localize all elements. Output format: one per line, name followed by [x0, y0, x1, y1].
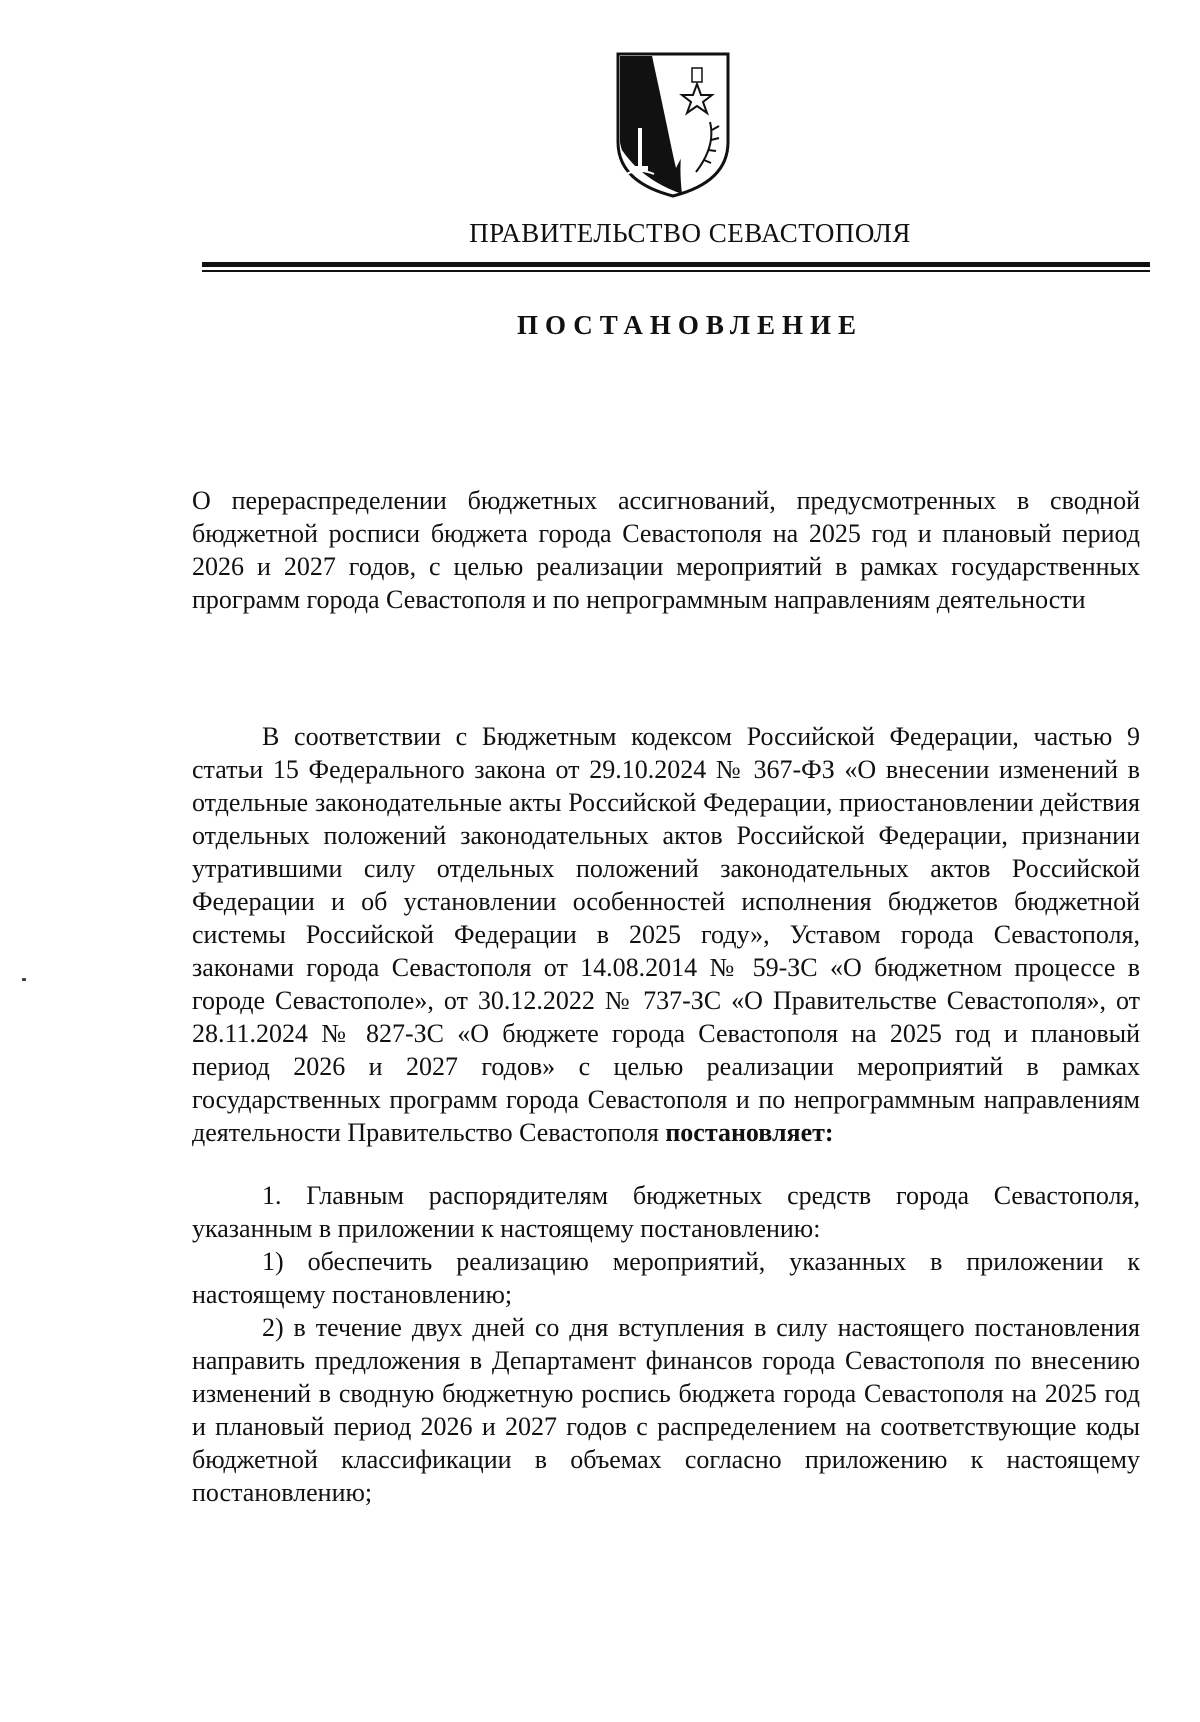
- clause-1: 1. Главным распорядителям бюджетных средств города Севастополя, указанным в приложении к настоящему постановлению:: [192, 1181, 1140, 1243]
- government-name: ПРАВИТЕЛЬСТВО СЕВАСТОПОЛЯ: [469, 218, 911, 248]
- preamble-paragraph: [192, 720, 1140, 1149]
- resolves-word: постановляет:: [665, 1118, 834, 1147]
- sevastopol-coat-of-arms-icon: [612, 50, 734, 200]
- clause-1-1: 1) обеспечить реализацию мероприятий, указанных в приложении к настоящему постановлению;: [192, 1247, 1140, 1309]
- clause-1-2: 2) в течение двух дней со дня вступления в силу настоящего постановления направить предложения в Департамент финансов города Севастополя по внесению изменений в сводную бюджетную роспись бюджета города Севастополя на 2025 год и плановый период 2026 и 2027 годов с распределением на соответствующие коды бюджетной классификации в объемах согласно приложению к настоящему постановлению;: [192, 1313, 1140, 1507]
- resolution-body: [192, 720, 1140, 1509]
- preamble-text: В соответствии с Бюджетным кодексом Российской Федерации, частью 9 статьи 15 Федерального закона от 29.10.2024 № 367-ФЗ «О внесении изменений в отдельные законодательные акты Российской Федерации, приостановлении действия отдельных положений законодательных актов Российской Федерации, признании утратившими силу отдельных положений законодательных актов Российской Федерации и об установлении особенностей исполнения бюджетов бюджетной системы Российской Федерации в 2025 году», Уставом города Севастополя, законами города Севастополя от 14.08.2014 № 59-ЗС «О бюджетном процессе в городе Севастополе», от 30.12.2022 № 737-ЗС «О Правительстве Севастополя», от 28.11.2024 № 827-ЗС «О бюджете города Севастополя на 2025 год и плановый период 2026 и 2027 годов» с целью реализации мероприятий в рамках государственных программ города Севастополя и по непрограммным направлениям деятельности Правительство Севастополя: [192, 722, 1140, 1147]
- scan-speck: [22, 978, 26, 981]
- header-rule-thin: [202, 270, 1150, 272]
- resolution-title: О перераспределении бюджетных ассигнований, предусмотренных в сводной бюджетной росписи бюджета города Севастополя на 2025 год и плановый период 2026 и 2027 годов, с целью реализации мероприятий в рамках государственных программ города Севастополя и по непрограммным направлениям деятельности: [192, 486, 1140, 614]
- document-type-heading: ПОСТАНОВЛЕНИЕ: [516, 310, 864, 340]
- header-rule-thick: [202, 262, 1150, 267]
